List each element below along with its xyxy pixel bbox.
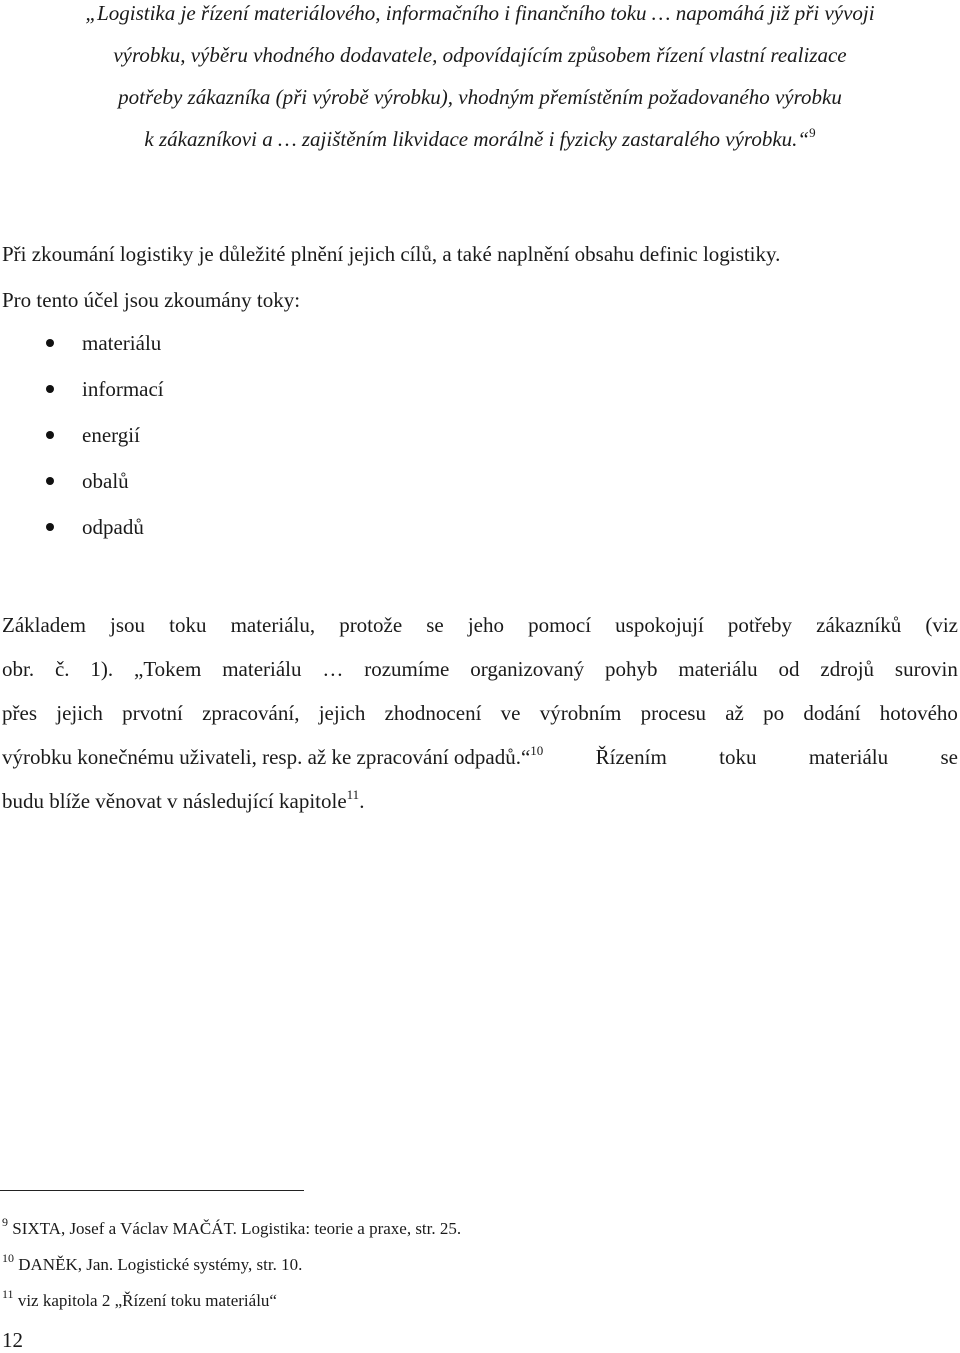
list-item-text: informací xyxy=(82,377,164,401)
quote-line xyxy=(0,126,960,168)
paragraph-flows-intro xyxy=(2,240,780,332)
word: přes xyxy=(2,701,37,725)
word: potřeby xyxy=(727,613,793,637)
word: se xyxy=(426,613,444,637)
footnote-text: SIXTA, Josef a Václav MAČÁT. Logistika: teorie a praxe, str. 25. xyxy=(12,1219,462,1238)
word: zhodnocení xyxy=(384,701,482,725)
word: se xyxy=(940,745,958,769)
bullet-icon xyxy=(46,431,54,439)
bullet-icon xyxy=(46,477,54,485)
word: výrobním xyxy=(539,701,622,725)
line-text: výrobku konečnému uživateli, resp. až ke zpracování odpadů.“ xyxy=(2,745,531,769)
bullet-icon xyxy=(46,385,54,393)
paragraph-line xyxy=(2,610,958,654)
word: zdrojů xyxy=(820,657,875,681)
list-item xyxy=(0,514,164,560)
word: č. xyxy=(54,657,70,681)
word: „Tokem xyxy=(134,657,202,681)
quote-line: potřeby zákazníka (při výrobě výrobku), vhodným přemístěním požadovaného výrobku xyxy=(118,85,842,109)
quote-line-text: k zákazníkovi a … zajištěním likvidace morálně i fyzicky zastaralého výrobku. xyxy=(144,127,798,151)
word: organizovaný xyxy=(470,657,585,681)
list-item-text: odpadů xyxy=(82,515,144,539)
quote-line: „Logistika je řízení materiálového, informačního i finančního toku … napomáhá již při vývoji xyxy=(85,1,875,25)
quote-block xyxy=(0,0,960,168)
footnote-number: 10 xyxy=(2,1251,14,1265)
footnote-number: 11 xyxy=(2,1287,14,1301)
word: Řízením xyxy=(595,745,667,769)
word: prvotní xyxy=(122,701,183,725)
word: toku xyxy=(169,613,207,637)
footnote-number: 9 xyxy=(2,1215,8,1229)
list-item xyxy=(0,330,164,376)
word: po xyxy=(763,701,785,725)
line-segment xyxy=(2,742,543,786)
footnote-text: DANĚK, Jan. Logistické systémy, str. 10. xyxy=(18,1255,303,1274)
word: toku xyxy=(719,745,757,769)
footnote-ref[interactable]: 11 xyxy=(346,787,360,802)
word: procesu xyxy=(640,701,706,725)
paragraph-line xyxy=(2,786,958,830)
word: jejich xyxy=(56,701,103,725)
quote-closing-mark: “ xyxy=(797,127,810,151)
word: hotového xyxy=(879,701,958,725)
word: jejich xyxy=(318,701,366,725)
word: dodání xyxy=(803,701,861,725)
list-item-text: obalů xyxy=(82,469,129,493)
line-text: . xyxy=(359,789,365,813)
quote-line: výrobku, výběru vhodného dodavatele, odpovídajícím způsobem řízení vlastní realizace xyxy=(113,43,847,67)
word: zákazníků xyxy=(816,613,902,637)
flows-list xyxy=(0,330,164,560)
list-item xyxy=(0,376,164,422)
footnote xyxy=(2,1288,461,1324)
footnote xyxy=(2,1252,461,1288)
footnotes xyxy=(2,1216,461,1324)
paragraph-line: Pro tento účel jsou zkoumány toky: xyxy=(2,288,301,312)
word: jeho xyxy=(467,613,504,637)
word: od xyxy=(778,657,800,681)
word: až xyxy=(725,701,744,725)
word: jsou xyxy=(110,613,146,637)
word: uspokojují xyxy=(615,613,704,637)
footnote-text: viz kapitola 2 „Řízení toku materiálu“ xyxy=(17,1291,277,1310)
paragraph-line xyxy=(2,654,958,698)
list-item xyxy=(0,468,164,514)
list-item xyxy=(0,422,164,468)
bullet-icon xyxy=(46,339,54,347)
word: 1). xyxy=(90,657,114,681)
word: surovin xyxy=(894,657,958,681)
paragraph-line xyxy=(2,742,958,786)
bullet-icon xyxy=(46,523,54,531)
line-text: budu blíže věnovat v následující kapitole xyxy=(2,789,347,813)
word: materiálu xyxy=(678,657,758,681)
footnote-ref[interactable]: 10 xyxy=(530,743,544,758)
word: rozumíme xyxy=(364,657,450,681)
word: obr. xyxy=(2,657,35,681)
line-segment xyxy=(2,786,364,830)
word: Základem xyxy=(2,613,86,637)
word: ve xyxy=(500,701,521,725)
list-item-text: energií xyxy=(82,423,140,447)
footnote-ref[interactable]: 9 xyxy=(809,125,816,140)
paragraph-line xyxy=(2,698,958,742)
word: materiálu xyxy=(808,745,889,769)
footnote-separator xyxy=(0,1190,304,1191)
word: protože xyxy=(339,613,403,637)
list-item-text: materiálu xyxy=(82,331,162,355)
paragraph-line: Při zkoumání logistiky je důležité plnění jejich cílů, a také naplnění obsahu definic logistiky. xyxy=(2,242,781,266)
paragraph-material-flow xyxy=(2,610,958,830)
footnote xyxy=(2,1216,461,1252)
word: (viz xyxy=(925,613,958,637)
word: materiálu xyxy=(222,657,302,681)
word: pomocí xyxy=(528,613,592,637)
word: pohyb xyxy=(605,657,658,681)
word: … xyxy=(322,657,344,681)
word: materiálu, xyxy=(230,613,316,637)
page-number: 12 xyxy=(2,1328,23,1352)
word: zpracování, xyxy=(202,701,300,725)
